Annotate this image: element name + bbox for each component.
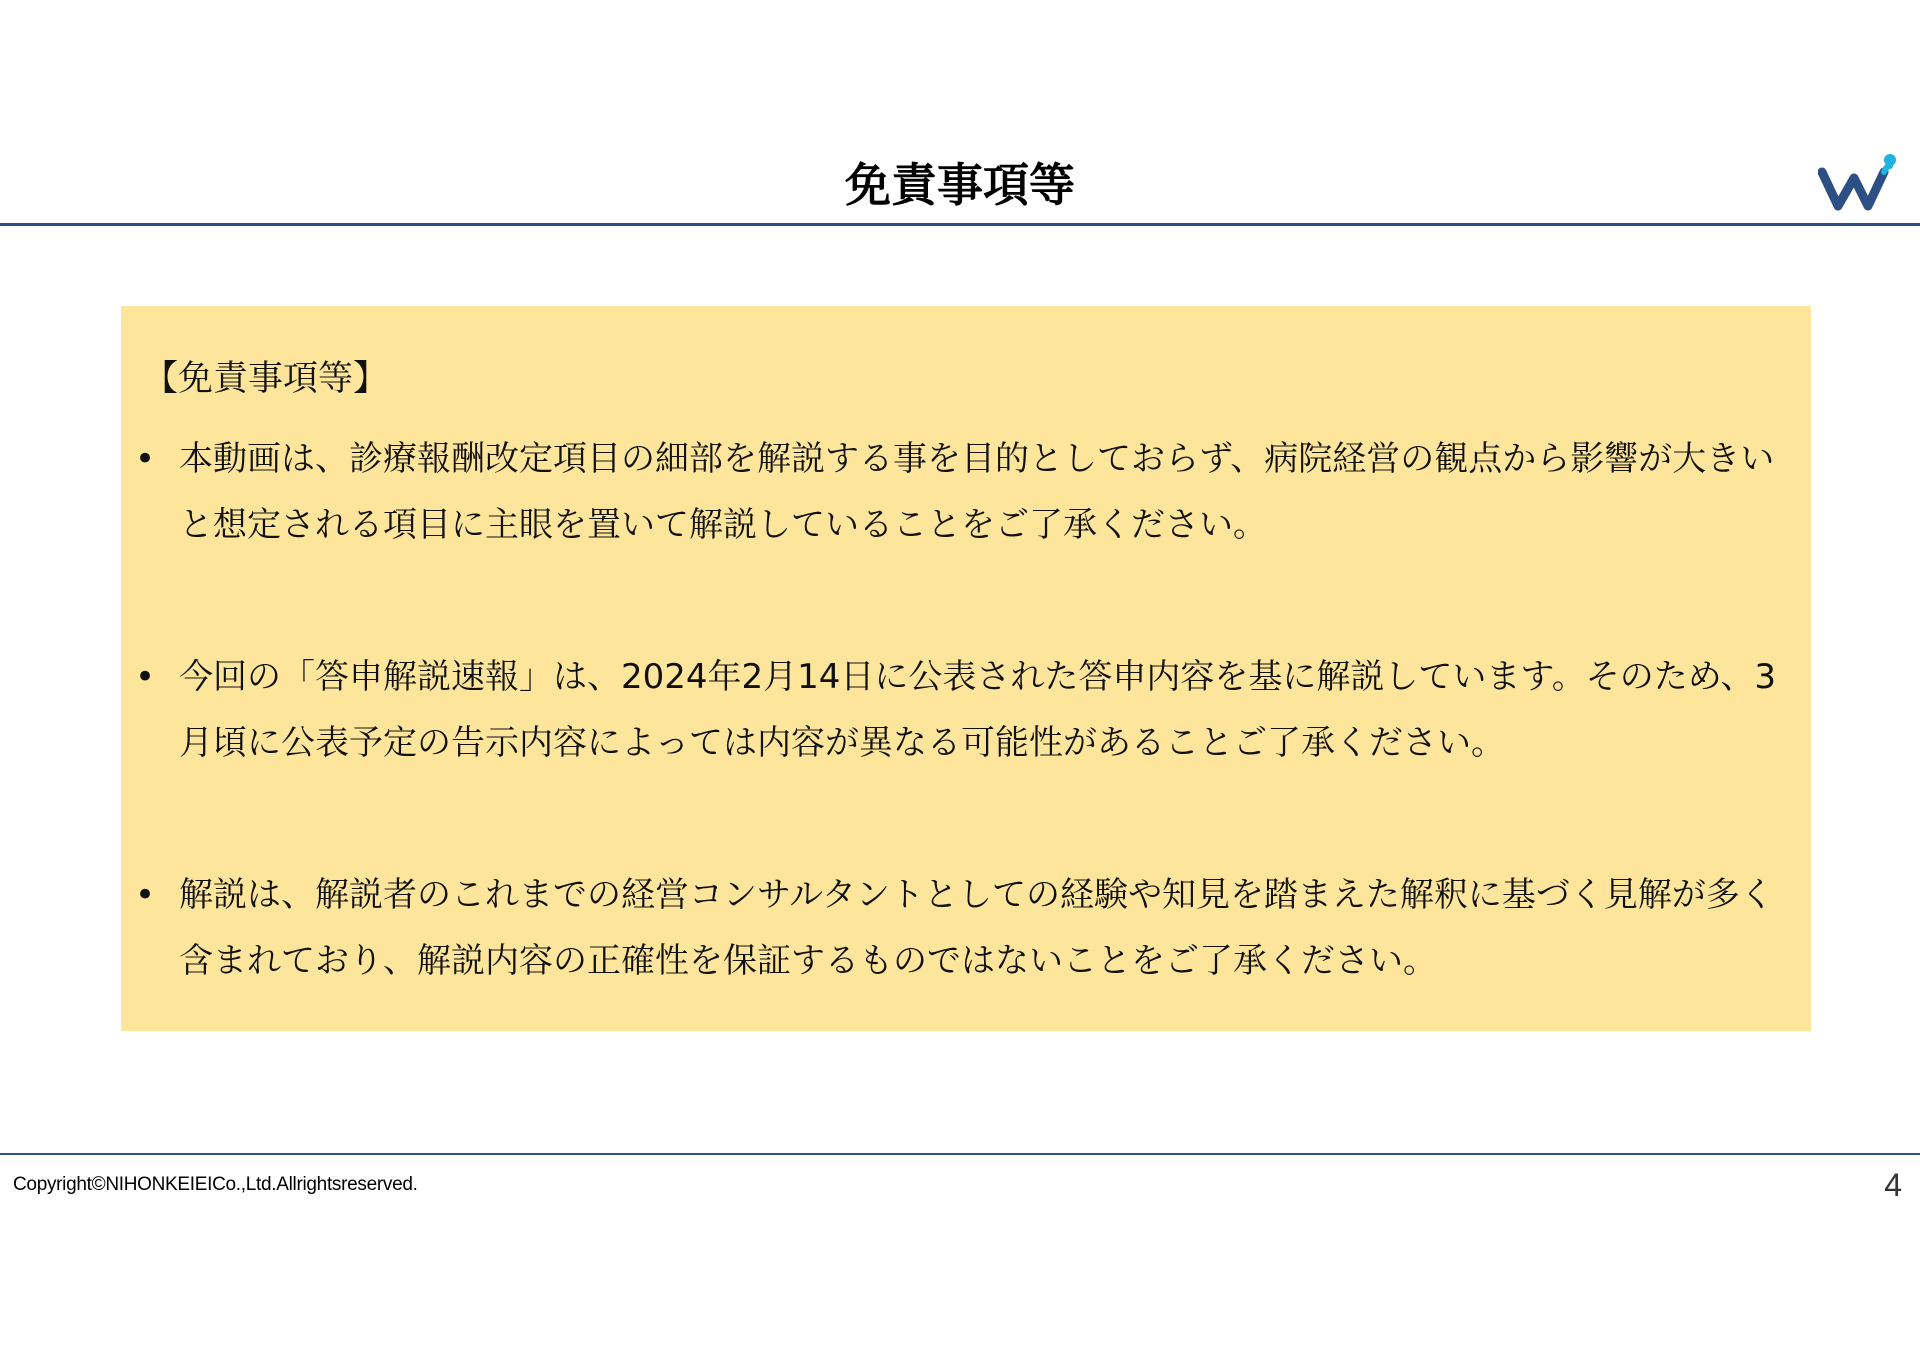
bullet-icon: •: [135, 657, 156, 697]
disclaimer-item-text: 今回の「答申解説速報」は、2024年2月14日に公表された答申内容を基に解説しています。そのため、3月頃に公表予定の告示内容によっては内容が異なる可能性があることご了承ください。: [179, 657, 1776, 763]
disclaimer-box: [121, 306, 1811, 1031]
bullet-icon: •: [135, 875, 156, 915]
footer-divider: [0, 1153, 1920, 1155]
page-title: 免責事項等: [845, 158, 1075, 212]
page-number: 4: [1884, 1167, 1902, 1203]
copyright-text: Copyright©NIHONKEIEICo.,Ltd.Allrightsreserved.: [13, 1174, 418, 1195]
header-divider: [0, 223, 1920, 226]
disclaimer-item-text: 本動画は、診療報酬改定項目の細部を解説する事を目的としておらず、病院経営の観点から影響が大きいと想定される項目に主眼を置いて解説していることをご了承ください。: [179, 439, 1775, 545]
disclaimer-heading: 【免責事項等】: [143, 359, 389, 399]
bullet-icon: •: [135, 439, 156, 479]
w-logo-icon: [1818, 150, 1898, 218]
disclaimer-item-text: 解説は、解説者のこれまでの経営コンサルタントとしての経験や知見を踏まえた解釈に基づく見解が多く含まれており、解説内容の正確性を保証するものではないことをご了承ください。: [179, 875, 1774, 981]
